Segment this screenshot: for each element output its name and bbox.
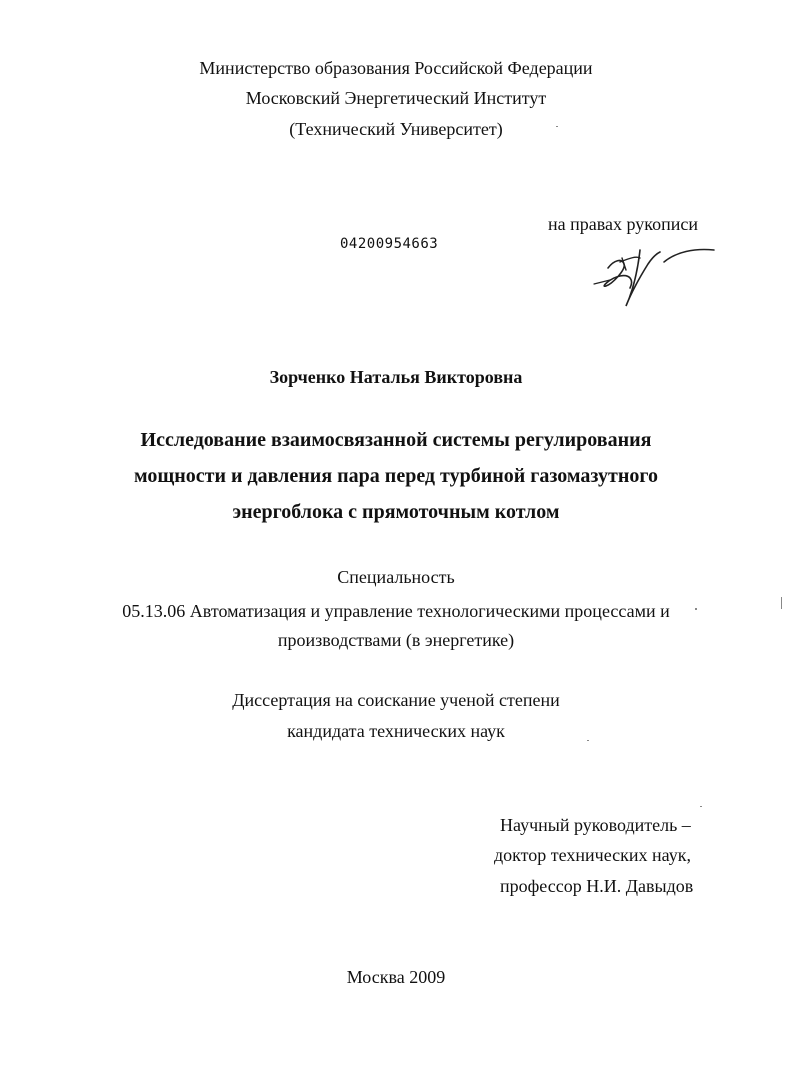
specialty-code: 05.13.06 Автоматизация и управление технологическими процессами и [122,601,670,621]
supervisor-degree: доктор технических наук, [494,845,691,865]
degree-line: кандидата технических наук [287,721,505,741]
institute-line: Московский Энергетический Институт [245,88,547,108]
title-line: энергоблока с прямоточным котлом [232,501,560,523]
registration-number: 04200954663 [340,236,439,252]
university-line: (Технический Университет) [289,119,503,139]
manuscript-note: на правах рукописи [548,214,698,234]
supervisor-name: профессор Н.И. Давыдов [500,876,694,896]
supervisor-label: Научный руководитель – [500,815,691,835]
specialty-label: Специальность [337,567,455,587]
author-name: Зорченко Наталья Викторовна [269,367,523,387]
scan-speck [700,806,702,807]
specialty-area: производствами (в энергетике) [277,630,515,650]
scan-speck [781,597,782,609]
scan-speck [556,126,558,127]
degree-line: Диссертация на соискание ученой степени [232,690,560,710]
ministry-line: Министерство образования Российской Федерации [199,58,593,78]
city-year: Москва 2009 [346,967,446,987]
signature-icon [590,240,720,315]
title-line: Исследование взаимосвязанной системы регулирования [140,429,652,451]
scan-speck [695,608,697,610]
scan-speck [587,740,589,741]
title-line: мощности и давления пара перед турбиной газомазутного [134,465,658,487]
